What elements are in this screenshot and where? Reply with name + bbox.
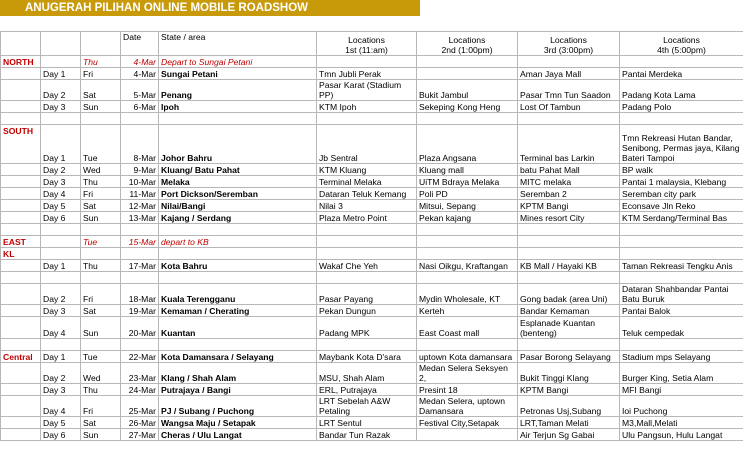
location-3-cell[interactable]: batu Pahat Mall — [518, 164, 620, 176]
header-row — [1, 32, 743, 56]
location-3-cell[interactable]: Lost Of Tambun — [518, 101, 620, 113]
day-cell[interactable]: Day 3 — [41, 176, 81, 188]
spacer-row — [1, 272, 743, 284]
location-3-cell[interactable]: Terminal bas Larkin — [518, 125, 620, 164]
location-2-cell[interactable]: Bukit Jambul — [417, 80, 518, 101]
location-2-cell[interactable]: Festival City,Setapak — [417, 417, 518, 429]
state-area-cell[interactable]: Wangsa Maju / Setapak — [159, 417, 317, 429]
day-cell[interactable]: Day 2 — [41, 80, 81, 101]
day-cell[interactable]: Day 1 — [41, 260, 81, 272]
date-cell[interactable]: 26-Mar — [121, 417, 159, 429]
header-location-3[interactable] — [518, 32, 620, 56]
region-cell[interactable] — [1, 384, 41, 396]
region-cell[interactable] — [1, 284, 41, 305]
day-cell[interactable]: Day 2 — [41, 363, 81, 384]
date-cell[interactable] — [121, 113, 159, 125]
location-4-cell[interactable]: Pantai 1 malaysia, Klebang — [620, 176, 743, 188]
header-location-1[interactable] — [317, 32, 417, 56]
region-cell[interactable]: KL — [1, 248, 41, 260]
spacer-row — [1, 113, 743, 125]
location-2-cell[interactable]: Kluang mall — [417, 164, 518, 176]
location-2-cell[interactable]: Poli PD — [417, 188, 518, 200]
state-area-cell[interactable]: Kuantan — [159, 317, 317, 339]
date-cell[interactable]: 5-Mar — [121, 80, 159, 101]
location-2-cell[interactable] — [417, 68, 518, 80]
weekday-cell[interactable] — [81, 272, 121, 284]
weekday-cell[interactable]: Sun — [81, 429, 121, 441]
header-location-1-time: 1st (11:am) — [345, 45, 388, 55]
location-4-cell[interactable]: KTM Serdang/Terminal Bas — [620, 212, 743, 224]
date-cell[interactable]: 18-Mar — [121, 284, 159, 305]
date-cell[interactable]: 4-Mar — [121, 68, 159, 80]
location-3-cell[interactable]: LRT,Taman Melati — [518, 417, 620, 429]
schedule-row — [1, 56, 743, 68]
schedule-body — [1, 56, 743, 441]
schedule-row — [1, 363, 743, 384]
weekday-cell[interactable]: Sat — [81, 305, 121, 317]
location-1-cell[interactable]: Wakaf Che Yeh — [317, 260, 417, 272]
location-4-cell[interactable] — [620, 113, 743, 125]
date-cell[interactable]: 27-Mar — [121, 429, 159, 441]
location-4-cell[interactable] — [620, 224, 743, 236]
date-cell[interactable]: 22-Mar — [121, 351, 159, 363]
header-location-4[interactable] — [620, 32, 743, 56]
schedule-row — [1, 396, 743, 417]
spacer-row — [1, 224, 743, 236]
location-1-cell[interactable]: Tmn Jubli Perak — [317, 68, 417, 80]
location-2-cell[interactable] — [417, 429, 518, 441]
region-cell[interactable]: NORTH — [1, 56, 41, 68]
state-area-cell[interactable]: Kuala Terengganu — [159, 284, 317, 305]
schedule-row — [1, 260, 743, 272]
location-3-cell[interactable]: Air Terjun Sg Gabai — [518, 429, 620, 441]
header-location-4-time: 4th (5:00pm) — [657, 45, 706, 55]
location-1-cell[interactable] — [317, 113, 417, 125]
location-3-cell[interactable]: Pasar Tmn Tun Saadon — [518, 80, 620, 101]
weekday-cell[interactable]: Thu — [81, 56, 121, 68]
state-area-cell[interactable] — [159, 224, 317, 236]
weekday-cell[interactable]: Wed — [81, 164, 121, 176]
sheet-title: ANUGERAH PILIHAN ONLINE MOBILE ROADSHOW — [0, 0, 420, 16]
day-cell[interactable] — [41, 224, 81, 236]
location-3-cell[interactable] — [518, 113, 620, 125]
weekday-cell[interactable]: Sat — [81, 417, 121, 429]
location-4-cell[interactable]: Teluk cempedak — [620, 317, 743, 339]
state-area-cell[interactable]: Cheras / Ulu Langat — [159, 429, 317, 441]
state-area-cell[interactable] — [159, 113, 317, 125]
location-4-cell[interactable]: Padang Kota Lama — [620, 80, 743, 101]
header-date[interactable]: Date — [121, 32, 159, 56]
date-cell[interactable]: 11-Mar — [121, 188, 159, 200]
schedule-row — [1, 305, 743, 317]
location-4-cell[interactable]: Padang Polo — [620, 101, 743, 113]
date-cell[interactable]: 15-Mar — [121, 236, 159, 248]
state-area-cell[interactable]: Kota Damansara / Selayang — [159, 351, 317, 363]
region-cell[interactable] — [1, 80, 41, 101]
location-1-cell[interactable]: Pasar Payang — [317, 284, 417, 305]
state-area-cell[interactable]: Penang — [159, 80, 317, 101]
region-cell[interactable] — [1, 101, 41, 113]
day-cell[interactable]: Day 6 — [41, 429, 81, 441]
weekday-cell[interactable]: Sat — [81, 80, 121, 101]
location-2-cell[interactable]: uptown Kota damansara — [417, 351, 518, 363]
day-cell[interactable]: Day 5 — [41, 200, 81, 212]
weekday-cell[interactable]: Sun — [81, 101, 121, 113]
day-cell[interactable] — [41, 56, 81, 68]
weekday-cell[interactable] — [81, 339, 121, 351]
date-cell[interactable]: 25-Mar — [121, 396, 159, 417]
location-2-cell[interactable] — [417, 236, 518, 248]
location-2-cell[interactable] — [417, 339, 518, 351]
location-1-cell[interactable]: Jb Sentral — [317, 125, 417, 164]
header-day-cell[interactable] — [41, 32, 81, 56]
location-2-cell[interactable]: Medan Selera Seksyen 2, — [417, 363, 518, 384]
location-2-cell[interactable] — [417, 224, 518, 236]
header-location-3-title: Locations — [550, 35, 587, 45]
schedule-row — [1, 188, 743, 200]
location-1-cell[interactable] — [317, 56, 417, 68]
region-cell[interactable] — [1, 272, 41, 284]
date-cell[interactable]: 24-Mar — [121, 384, 159, 396]
location-2-cell[interactable] — [417, 113, 518, 125]
location-4-cell[interactable]: BP walk — [620, 164, 743, 176]
location-1-cell[interactable]: Nilai 3 — [317, 200, 417, 212]
header-location-2[interactable] — [417, 32, 518, 56]
weekday-cell[interactable]: Sat — [81, 200, 121, 212]
location-4-cell[interactable] — [620, 56, 743, 68]
spacer-row — [1, 248, 743, 260]
location-1-cell[interactable] — [317, 248, 417, 260]
location-3-cell[interactable] — [518, 56, 620, 68]
state-area-cell[interactable]: Melaka — [159, 176, 317, 188]
weekday-cell[interactable]: Fri — [81, 68, 121, 80]
schedule-row — [1, 80, 743, 101]
day-cell[interactable]: Day 1 — [41, 68, 81, 80]
date-cell[interactable]: 9-Mar — [121, 164, 159, 176]
location-4-cell[interactable]: Econsave Jln Reko — [620, 200, 743, 212]
location-2-cell[interactable]: Presint 18 — [417, 384, 518, 396]
location-4-cell[interactable]: Tmn Rekreasi Hutan Bandar, Senibong, Permas jaya, Kilang Bateri Tampoi — [620, 125, 743, 164]
day-cell[interactable] — [41, 339, 81, 351]
schedule-row — [1, 68, 743, 80]
location-3-cell[interactable]: KPTM Bangi — [518, 200, 620, 212]
header-location-2-title: Locations — [448, 35, 486, 45]
region-cell[interactable]: EAST — [1, 236, 41, 248]
day-cell[interactable]: Day 2 — [41, 164, 81, 176]
schedule-row — [1, 164, 743, 176]
location-2-cell[interactable]: East Coast mall — [417, 317, 518, 339]
day-cell[interactable]: Day 1 — [41, 351, 81, 363]
location-4-cell[interactable] — [620, 248, 743, 260]
location-4-cell[interactable]: Seremban city park — [620, 188, 743, 200]
day-cell[interactable] — [41, 272, 81, 284]
location-1-cell[interactable] — [317, 236, 417, 248]
region-cell[interactable] — [1, 113, 41, 125]
weekday-cell[interactable]: Fri — [81, 284, 121, 305]
state-area-cell[interactable]: Kota Bahru — [159, 260, 317, 272]
date-cell[interactable]: 4-Mar — [121, 56, 159, 68]
region-cell[interactable] — [1, 339, 41, 351]
day-cell[interactable]: Day 1 — [41, 125, 81, 164]
day-cell[interactable] — [41, 248, 81, 260]
region-cell[interactable]: Central — [1, 351, 41, 363]
location-1-cell[interactable] — [317, 224, 417, 236]
location-2-cell[interactable] — [417, 56, 518, 68]
weekday-cell[interactable] — [81, 248, 121, 260]
state-area-cell[interactable] — [159, 272, 317, 284]
schedule-row — [1, 200, 743, 212]
state-area-cell[interactable]: Nilai/Bangi — [159, 200, 317, 212]
location-3-cell[interactable]: Esplanade Kuantan (benteng) — [518, 317, 620, 339]
region-cell[interactable] — [1, 176, 41, 188]
location-1-cell[interactable]: Bandar Tun Razak — [317, 429, 417, 441]
date-cell[interactable]: 8-Mar — [121, 125, 159, 164]
date-cell[interactable]: 17-Mar — [121, 260, 159, 272]
location-3-cell[interactable] — [518, 272, 620, 284]
header-location-4-title: Locations — [663, 35, 700, 45]
location-3-cell[interactable]: KB Mall / Hayaki KB — [518, 260, 620, 272]
header-state[interactable]: State / area — [159, 32, 317, 56]
location-4-cell[interactable]: Taman Rekreasi Tengku Anis — [620, 260, 743, 272]
schedule-row — [1, 125, 743, 164]
state-area-cell[interactable] — [159, 248, 317, 260]
location-3-cell[interactable]: Mines resort City — [518, 212, 620, 224]
region-cell[interactable] — [1, 417, 41, 429]
location-3-cell[interactable] — [518, 248, 620, 260]
state-area-cell[interactable]: Putrajaya / Bangi — [159, 384, 317, 396]
date-cell[interactable]: 19-Mar — [121, 305, 159, 317]
location-3-cell[interactable]: Seremban 2 — [518, 188, 620, 200]
location-3-cell[interactable]: KPTM Bangi — [518, 384, 620, 396]
location-1-cell[interactable] — [317, 339, 417, 351]
location-4-cell[interactable] — [620, 339, 743, 351]
location-3-cell[interactable] — [518, 224, 620, 236]
region-cell[interactable] — [1, 188, 41, 200]
region-cell[interactable] — [1, 396, 41, 417]
location-1-cell[interactable]: KTM Ipoh — [317, 101, 417, 113]
schedule-row — [1, 236, 743, 248]
state-area-cell[interactable]: PJ / Subang / Puchong — [159, 396, 317, 417]
location-4-cell[interactable]: Dataran Shahbandar Pantai Batu Buruk — [620, 284, 743, 305]
location-2-cell[interactable]: Pekan kajang — [417, 212, 518, 224]
location-3-cell[interactable]: Pasar Borong Selayang — [518, 351, 620, 363]
schedule-row — [1, 417, 743, 429]
weekday-cell[interactable]: Fri — [81, 188, 121, 200]
weekday-cell[interactable]: Thu — [81, 384, 121, 396]
date-cell[interactable]: 23-Mar — [121, 363, 159, 384]
location-1-cell[interactable]: LRT Sebelah A&W Petaling — [317, 396, 417, 417]
schedule-row — [1, 101, 743, 113]
day-cell[interactable]: Day 4 — [41, 188, 81, 200]
schedule-row — [1, 429, 743, 441]
weekday-cell[interactable]: Thu — [81, 176, 121, 188]
location-2-cell[interactable]: Mydin Wholesale, KT — [417, 284, 518, 305]
location-3-cell[interactable]: MITC melaka — [518, 176, 620, 188]
location-2-cell[interactable]: Plaza Angsana — [417, 125, 518, 164]
location-1-cell[interactable]: Dataran Teluk Kemang — [317, 188, 417, 200]
region-cell[interactable]: SOUTH — [1, 125, 41, 164]
state-area-cell[interactable]: Kemaman / Cherating — [159, 305, 317, 317]
location-1-cell[interactable]: KTM Kluang — [317, 164, 417, 176]
location-1-cell[interactable]: Pasar Karat (Stadium PP) — [317, 80, 417, 101]
region-cell[interactable] — [1, 200, 41, 212]
date-cell[interactable] — [121, 224, 159, 236]
state-area-cell[interactable]: depart to KB — [159, 236, 317, 248]
location-4-cell[interactable]: M3,Mall,Melati — [620, 417, 743, 429]
roadshow-schedule-table — [0, 31, 743, 441]
location-4-cell[interactable]: Pantai Balok — [620, 305, 743, 317]
region-cell[interactable] — [1, 164, 41, 176]
location-4-cell[interactable]: Pantai Merdeka — [620, 68, 743, 80]
location-4-cell[interactable]: Ioi Puchong — [620, 396, 743, 417]
weekday-cell[interactable]: Sun — [81, 317, 121, 339]
region-cell[interactable] — [1, 212, 41, 224]
location-3-cell[interactable]: Aman Jaya Mall — [518, 68, 620, 80]
location-1-cell[interactable]: Padang MPK — [317, 317, 417, 339]
date-cell[interactable]: 10-Mar — [121, 176, 159, 188]
schedule-row — [1, 212, 743, 224]
weekday-cell[interactable]: Tue — [81, 236, 121, 248]
weekday-cell[interactable]: Sun — [81, 212, 121, 224]
weekday-cell[interactable]: Tue — [81, 125, 121, 164]
location-1-cell[interactable]: Terminal Melaka — [317, 176, 417, 188]
date-cell[interactable] — [121, 248, 159, 260]
schedule-row — [1, 317, 743, 339]
location-1-cell[interactable]: LRT Sentul — [317, 417, 417, 429]
location-1-cell[interactable]: Pekan Dungun — [317, 305, 417, 317]
schedule-row — [1, 351, 743, 363]
date-cell[interactable]: 12-Mar — [121, 200, 159, 212]
day-cell[interactable]: Day 4 — [41, 396, 81, 417]
location-2-cell[interactable] — [417, 248, 518, 260]
date-cell[interactable] — [121, 272, 159, 284]
location-1-cell[interactable]: Plaza Metro Point — [317, 212, 417, 224]
location-3-cell[interactable]: Bukit Tinggi Klang — [518, 363, 620, 384]
header-region-cell[interactable] — [1, 32, 41, 56]
location-1-cell[interactable]: Maybank Kota D'sara — [317, 351, 417, 363]
location-1-cell[interactable] — [317, 272, 417, 284]
state-area-cell[interactable]: Klang / Shah Alam — [159, 363, 317, 384]
weekday-cell[interactable]: Fri — [81, 396, 121, 417]
region-cell[interactable] — [1, 429, 41, 441]
state-area-cell[interactable]: Ipoh — [159, 101, 317, 113]
schedule-row — [1, 284, 743, 305]
location-4-cell[interactable]: Ulu Pangsun, Hulu Langat — [620, 429, 743, 441]
schedule-row — [1, 176, 743, 188]
location-4-cell[interactable] — [620, 236, 743, 248]
region-cell[interactable] — [1, 68, 41, 80]
location-3-cell[interactable] — [518, 339, 620, 351]
region-cell[interactable] — [1, 260, 41, 272]
day-cell[interactable]: Day 2 — [41, 284, 81, 305]
day-cell[interactable]: Day 6 — [41, 212, 81, 224]
state-area-cell[interactable]: Depart to Sungai Petani — [159, 56, 317, 68]
weekday-cell[interactable]: Tue — [81, 351, 121, 363]
location-2-cell[interactable]: UiTM Bdraya Melaka — [417, 176, 518, 188]
state-area-cell[interactable]: Kluang/ Batu Pahat — [159, 164, 317, 176]
weekday-cell[interactable] — [81, 113, 121, 125]
header-location-2-time: 2nd (1:00pm) — [441, 45, 493, 55]
location-3-cell[interactable]: Petronas Usj,Subang — [518, 396, 620, 417]
header-location-3-time: 3rd (3:00pm) — [543, 45, 594, 55]
state-area-cell[interactable]: Port Dickson/Seremban — [159, 188, 317, 200]
day-cell[interactable]: Day 3 — [41, 384, 81, 396]
location-2-cell[interactable]: Nasi Oikgu, Kraftangan — [417, 260, 518, 272]
spacer-row — [1, 339, 743, 351]
region-cell[interactable] — [1, 317, 41, 339]
location-3-cell[interactable]: Bandar Kemaman — [518, 305, 620, 317]
date-cell[interactable] — [121, 339, 159, 351]
location-4-cell[interactable]: Stadium mps Selayang — [620, 351, 743, 363]
day-cell[interactable] — [41, 113, 81, 125]
state-area-cell[interactable]: Sungai Petani — [159, 68, 317, 80]
location-2-cell[interactable]: Sekeping Kong Heng — [417, 101, 518, 113]
date-cell[interactable]: 20-Mar — [121, 317, 159, 339]
header-dow-cell[interactable] — [81, 32, 121, 56]
weekday-cell[interactable]: Wed — [81, 363, 121, 384]
date-cell[interactable]: 13-Mar — [121, 212, 159, 224]
location-2-cell[interactable]: Kerteh — [417, 305, 518, 317]
location-4-cell[interactable]: MFI Bangi — [620, 384, 743, 396]
header-location-1-title: Locations — [348, 35, 385, 45]
state-area-cell[interactable] — [159, 339, 317, 351]
day-cell[interactable]: Day 5 — [41, 417, 81, 429]
location-4-cell[interactable]: Burger King, Setia Alam — [620, 363, 743, 384]
region-cell[interactable] — [1, 363, 41, 384]
region-cell[interactable] — [1, 305, 41, 317]
location-3-cell[interactable]: Gong badak (area Uni) — [518, 284, 620, 305]
location-4-cell[interactable] — [620, 272, 743, 284]
weekday-cell[interactable] — [81, 224, 121, 236]
weekday-cell[interactable]: Thu — [81, 260, 121, 272]
region-cell[interactable] — [1, 224, 41, 236]
day-cell[interactable]: Day 4 — [41, 317, 81, 339]
location-2-cell[interactable] — [417, 272, 518, 284]
state-area-cell[interactable]: Johor Bahru — [159, 125, 317, 164]
date-cell[interactable]: 6-Mar — [121, 101, 159, 113]
schedule-row — [1, 384, 743, 396]
location-1-cell[interactable]: MSU, Shah Alam — [317, 363, 417, 384]
day-cell[interactable]: Day 3 — [41, 101, 81, 113]
location-2-cell[interactable]: Medan Selera, uptown Damansara — [417, 396, 518, 417]
location-2-cell[interactable]: Mitsui, Sepang — [417, 200, 518, 212]
location-1-cell[interactable]: ERL, Putrajaya — [317, 384, 417, 396]
location-3-cell[interactable] — [518, 236, 620, 248]
day-cell[interactable] — [41, 236, 81, 248]
day-cell[interactable]: Day 3 — [41, 305, 81, 317]
state-area-cell[interactable]: Kajang / Serdang — [159, 212, 317, 224]
